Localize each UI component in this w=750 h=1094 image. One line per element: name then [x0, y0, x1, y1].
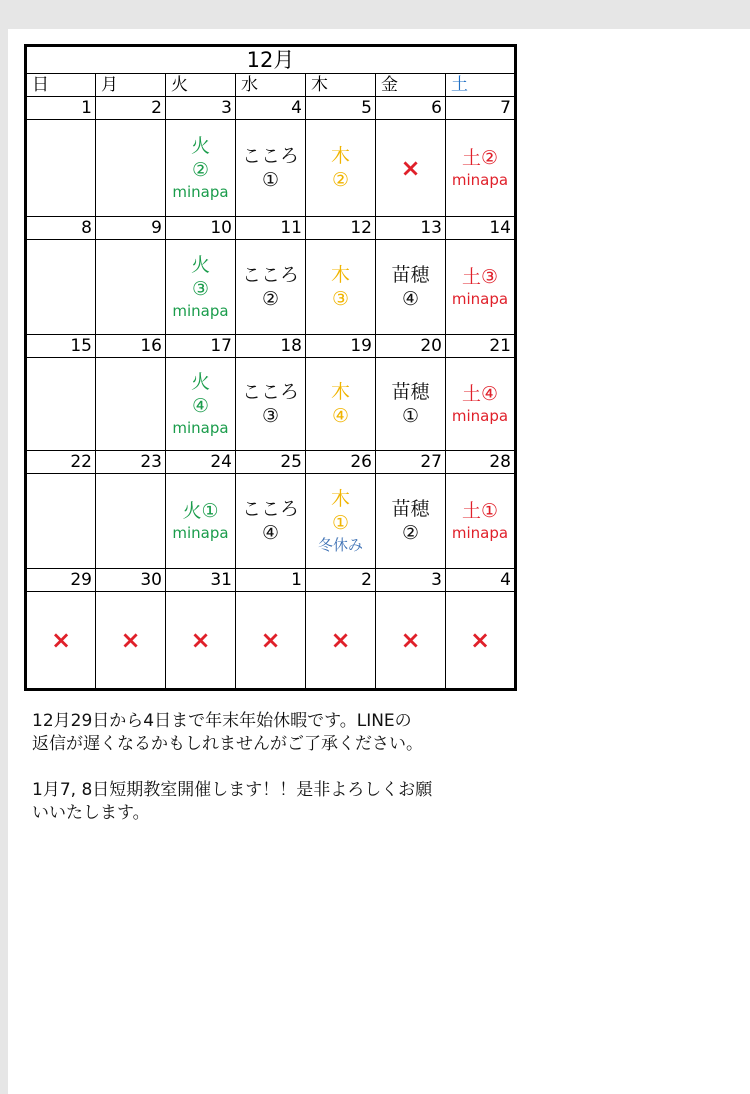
class-sublabel: minapa — [451, 524, 509, 542]
class-label: 火 ③ — [190, 254, 210, 300]
closed-mark: × — [260, 626, 281, 654]
class-sublabel: minapa — [172, 183, 229, 201]
class-sublabel: minapa — [451, 407, 509, 425]
class-label: 苗穂 ④ — [391, 264, 430, 310]
class-day-cell — [306, 358, 376, 451]
empty-day-cell — [96, 120, 166, 217]
class-label: 火① — [182, 500, 219, 522]
date-number: 11 — [236, 217, 306, 240]
class-label: 木 ④ — [330, 381, 350, 427]
class-sublabel: minapa — [172, 419, 229, 437]
date-number: 2 — [96, 97, 166, 120]
weekday-thu: 木 — [306, 74, 376, 97]
class-label: 木 ③ — [330, 264, 350, 310]
date-number: 30 — [96, 569, 166, 592]
closed-day-cell — [446, 592, 516, 690]
class-sublabel: minapa — [451, 290, 509, 308]
date-number: 25 — [236, 451, 306, 474]
empty-day-cell — [26, 240, 96, 335]
december-calendar — [24, 44, 517, 691]
date-number: 24 — [166, 451, 236, 474]
date-number: 7 — [446, 97, 516, 120]
notice-line: 返信が遅くなるかもしれませんがご了承ください。 — [32, 734, 423, 754]
weekday-tue: 火 — [166, 74, 236, 97]
class-label: 土② — [461, 147, 499, 169]
class-label: 火 ② — [190, 135, 210, 181]
closed-mark: × — [400, 154, 421, 182]
closed-day-cell — [236, 592, 306, 690]
class-day-cell — [166, 240, 236, 335]
notice-line: 12月29日から4日まで年末年始休暇です。LINEの — [32, 711, 412, 731]
notice-line: 1月7, 8日短期教室開催します！！是非よろしくお願 — [32, 780, 433, 800]
weekday-sun: 日 — [26, 74, 96, 97]
class-day-cell — [236, 474, 306, 569]
class-label: 火 ④ — [190, 371, 210, 417]
class-label: 木 ② — [330, 145, 350, 191]
date-number: 17 — [166, 335, 236, 358]
calendar-title: 12月 — [26, 46, 516, 74]
class-day-cell — [306, 474, 376, 569]
class-day-cell — [446, 240, 516, 335]
closed-day-cell — [376, 120, 446, 217]
class-day-cell — [166, 358, 236, 451]
date-number: 31 — [166, 569, 236, 592]
date-number: 18 — [236, 335, 306, 358]
date-number: 20 — [376, 335, 446, 358]
class-day-cell — [446, 120, 516, 217]
date-number: 9 — [96, 217, 166, 240]
weekday-sat: 土 — [446, 74, 516, 97]
class-label: 苗穂 ② — [391, 498, 430, 544]
class-day-cell — [376, 358, 446, 451]
class-label: こころ ② — [241, 264, 299, 310]
date-number: 13 — [376, 217, 446, 240]
class-day-cell — [306, 120, 376, 217]
class-day-cell — [236, 240, 306, 335]
empty-day-cell — [96, 474, 166, 569]
class-day-cell — [236, 120, 306, 217]
closed-mark: × — [469, 626, 491, 654]
date-number: 27 — [376, 451, 446, 474]
weekday-mon: 月 — [96, 74, 166, 97]
notice-text — [32, 710, 532, 825]
weekday-wed: 水 — [236, 74, 306, 97]
empty-day-cell — [96, 358, 166, 451]
class-day-cell — [446, 474, 516, 569]
date-number: 16 — [96, 335, 166, 358]
date-number: 3 — [166, 97, 236, 120]
date-number: 10 — [166, 217, 236, 240]
class-day-cell — [306, 240, 376, 335]
closed-day-cell — [166, 592, 236, 690]
date-number: 5 — [306, 97, 376, 120]
date-number: 29 — [26, 569, 96, 592]
empty-day-cell — [26, 358, 96, 451]
closed-day-cell — [96, 592, 166, 690]
class-sublabel: minapa — [451, 171, 509, 189]
class-day-cell — [376, 474, 446, 569]
date-number: 4 — [446, 569, 516, 592]
date-number: 14 — [446, 217, 516, 240]
class-day-cell — [166, 120, 236, 217]
closed-mark: × — [400, 626, 421, 654]
date-number: 2 — [306, 569, 376, 592]
date-number: 15 — [26, 335, 96, 358]
closed-mark: × — [190, 626, 211, 654]
class-label: 土④ — [461, 383, 499, 405]
closed-day-cell — [26, 592, 96, 690]
empty-day-cell — [26, 120, 96, 217]
class-day-cell — [376, 240, 446, 335]
empty-day-cell — [96, 240, 166, 335]
closed-day-cell — [306, 592, 376, 690]
class-label: 土① — [461, 500, 499, 522]
date-number: 28 — [446, 451, 516, 474]
date-number: 3 — [376, 569, 446, 592]
closed-day-cell — [376, 592, 446, 690]
class-label: こころ ③ — [241, 381, 299, 427]
class-day-cell — [446, 358, 516, 451]
class-label: こころ ④ — [241, 498, 299, 544]
date-number: 4 — [236, 97, 306, 120]
closed-mark: × — [330, 626, 351, 654]
date-number: 1 — [26, 97, 96, 120]
class-sublabel: minapa — [172, 302, 229, 320]
closed-mark: × — [120, 626, 141, 654]
class-day-cell — [166, 474, 236, 569]
empty-day-cell — [26, 474, 96, 569]
date-number: 12 — [306, 217, 376, 240]
class-sublabel: 冬休み — [317, 536, 363, 554]
weekday-fri: 金 — [376, 74, 446, 97]
date-number: 1 — [236, 569, 306, 592]
date-number: 8 — [26, 217, 96, 240]
date-number: 19 — [306, 335, 376, 358]
notice-line: いいたします。 — [32, 803, 150, 823]
date-number: 26 — [306, 451, 376, 474]
class-day-cell — [236, 358, 306, 451]
class-sublabel: minapa — [172, 524, 229, 542]
closed-mark: × — [50, 626, 72, 654]
date-number: 6 — [376, 97, 446, 120]
class-label: こころ ① — [241, 145, 299, 191]
class-label: 木 ① — [330, 488, 350, 534]
date-number: 21 — [446, 335, 516, 358]
date-number: 22 — [26, 451, 96, 474]
class-label: 土③ — [461, 266, 499, 288]
class-label: 苗穂 ① — [391, 381, 430, 427]
date-number: 23 — [96, 451, 166, 474]
